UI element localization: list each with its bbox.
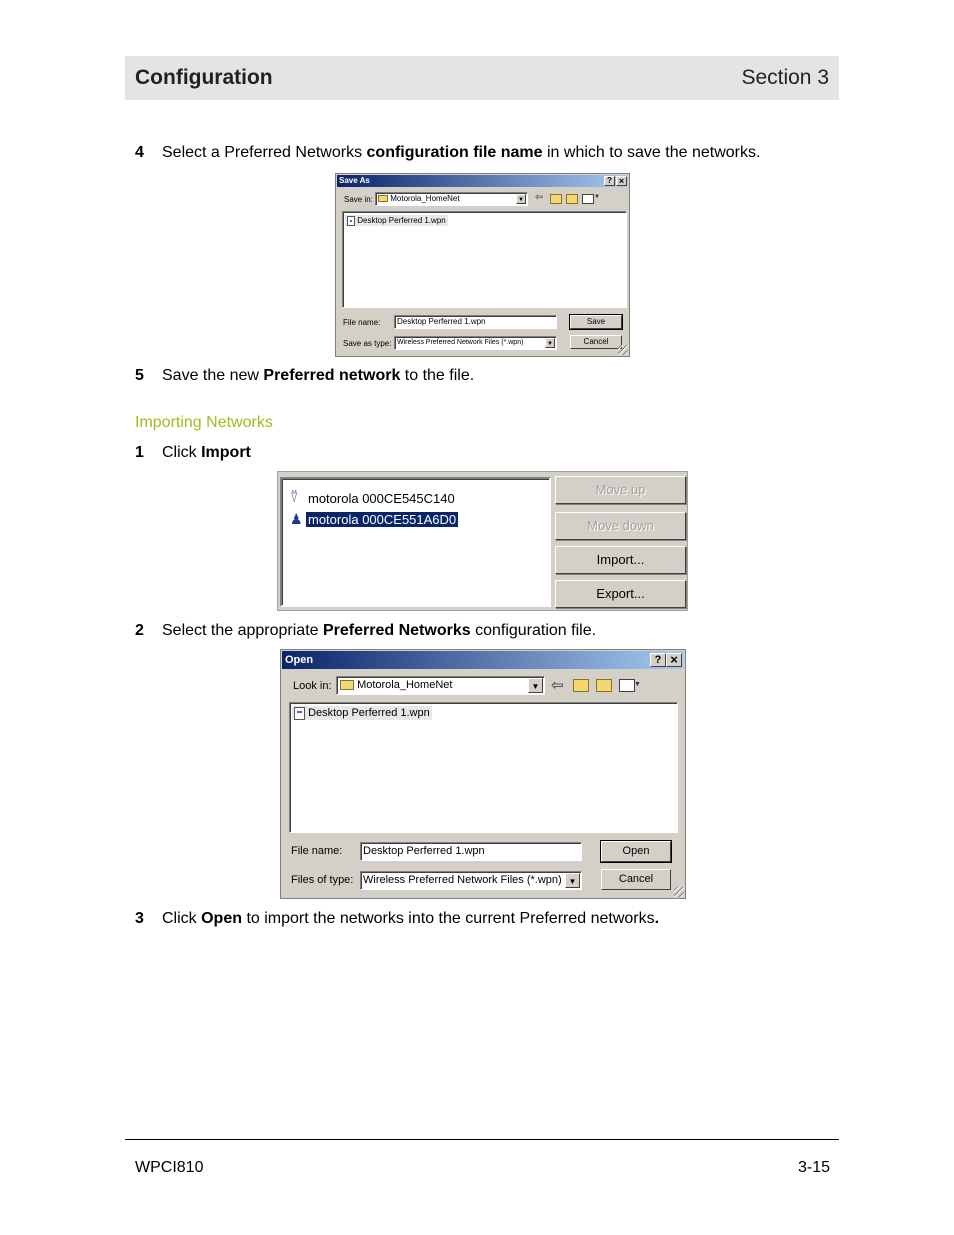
step-4 <box>135 143 760 163</box>
page-header <box>125 56 839 100</box>
preferred-networks-list[interactable] <box>280 477 551 607</box>
preferred-networks-panel <box>277 471 688 611</box>
up-folder-icon[interactable] <box>573 679 589 692</box>
step-bold: Preferred Networks <box>323 622 471 639</box>
step-bold: Import <box>201 444 251 461</box>
view-menu-icon[interactable] <box>619 679 635 692</box>
antenna-icon: ⍢ <box>290 489 299 505</box>
file-icon <box>294 707 305 720</box>
step-bold: Open <box>201 910 242 927</box>
look-in-value: Motorola_HomeNet <box>357 679 453 691</box>
step-number: 3 <box>135 910 144 927</box>
files-of-type-select[interactable] <box>360 871 582 890</box>
chevron-down-icon[interactable]: ▼ <box>528 678 543 693</box>
file-item[interactable] <box>345 215 448 226</box>
export-button[interactable]: Export... <box>555 580 686 608</box>
dialog-title: Open <box>285 654 314 666</box>
footer-product: WPCI810 <box>135 1159 204 1176</box>
files-of-type-label: Files of type: <box>291 874 354 886</box>
look-in-label: Look in: <box>293 680 332 692</box>
folder-icon <box>378 195 388 202</box>
step-number: 2 <box>135 622 144 639</box>
importing-networks-heading: Importing Networks <box>135 414 273 431</box>
up-folder-icon[interactable] <box>550 194 562 204</box>
close-button[interactable]: × <box>616 176 627 186</box>
step-text: Select the appropriate <box>162 622 323 639</box>
resize-grip[interactable] <box>674 887 684 897</box>
save-as-titlebar <box>337 175 628 187</box>
import-button[interactable]: Import... <box>555 546 686 574</box>
chevron-down-icon[interactable]: ▼ <box>516 194 526 204</box>
footer-page-number: 3-15 <box>797 1159 830 1176</box>
help-button[interactable]: ? <box>650 653 666 667</box>
files-of-type-value: Wireless Preferred Network Files (*.wpn) <box>363 874 562 886</box>
open-file-list[interactable] <box>289 702 678 833</box>
step-bold: configuration file name <box>366 144 543 161</box>
cancel-button[interactable]: Cancel <box>570 335 622 349</box>
cancel-button[interactable]: Cancel <box>601 869 671 890</box>
import-step-1 <box>135 443 251 463</box>
save-as-type-label: Save as type: <box>343 339 392 348</box>
network-item-selected[interactable]: motorola 000CE551A6D0 <box>308 512 457 527</box>
new-folder-icon[interactable] <box>566 194 578 204</box>
file-icon <box>347 216 355 226</box>
step-bold: Preferred network <box>263 367 401 384</box>
step-number: 4 <box>135 144 144 161</box>
save-in-label: Save in: <box>344 195 373 204</box>
dialog-title: Save As <box>339 176 370 185</box>
close-button[interactable]: × <box>666 653 682 667</box>
step-5 <box>135 366 474 386</box>
move-down-button[interactable]: Move down <box>555 512 686 540</box>
file-name-input[interactable]: Desktop Perferred 1.wpn <box>360 842 582 861</box>
file-name-label: File name: <box>343 318 381 327</box>
file-name-label: File name: <box>291 845 343 857</box>
save-in-select[interactable] <box>375 192 528 206</box>
step-text: configuration file. <box>470 622 597 639</box>
footer-rule <box>125 1139 839 1140</box>
save-in-value: Motorola_HomeNet <box>390 194 460 203</box>
folder-icon <box>340 680 354 690</box>
file-item-label: Desktop Perferred 1.wpn <box>357 216 446 225</box>
step-text: in which to save the networks. <box>542 144 761 161</box>
open-button[interactable]: Open <box>601 841 671 862</box>
step-number: 5 <box>135 367 144 384</box>
chevron-down-icon[interactable]: ▼ <box>565 873 580 888</box>
save-as-dialog <box>335 173 630 357</box>
open-titlebar <box>282 651 684 669</box>
resize-grip[interactable] <box>618 345 628 355</box>
header-title: Configuration <box>135 66 273 89</box>
help-button[interactable]: ? <box>604 176 615 186</box>
save-as-type-select[interactable] <box>394 336 557 350</box>
step-text: to import the networks into the current Preferred networks <box>242 910 655 927</box>
chevron-down-icon[interactable]: ▼ <box>545 338 555 348</box>
back-arrow-icon[interactable]: ⇦ <box>535 192 544 203</box>
step-number: 1 <box>135 444 144 461</box>
step-text: Save the new <box>162 367 264 384</box>
open-dialog <box>280 649 686 899</box>
step-text: Select a Preferred Networks <box>162 144 367 161</box>
import-step-2 <box>135 621 596 641</box>
step-text: to the file. <box>400 367 475 384</box>
network-item[interactable]: motorola 000CE545C140 <box>308 491 455 506</box>
save-as-type-value: Wireless Preferred Network Files (*.wpn) <box>397 339 524 346</box>
save-file-list[interactable] <box>342 211 627 308</box>
adhoc-icon: ♟ <box>290 511 303 527</box>
step-bold: . <box>654 910 660 927</box>
view-menu-icon[interactable] <box>582 194 594 204</box>
move-up-button[interactable]: Move up <box>555 476 686 504</box>
file-item[interactable] <box>292 706 432 720</box>
view-chevron-icon[interactable]: ▼ <box>634 681 641 688</box>
step-text: Click <box>162 910 202 927</box>
file-name-input[interactable]: Desktop Perferred 1.wpn <box>394 315 557 329</box>
look-in-select[interactable] <box>336 676 545 695</box>
file-item-label: Desktop Perferred 1.wpn <box>308 707 430 719</box>
view-chevron-icon[interactable]: ▼ <box>594 194 600 200</box>
save-button[interactable]: Save <box>570 315 622 329</box>
new-folder-icon[interactable] <box>596 679 612 692</box>
header-section: Section 3 <box>741 66 829 89</box>
back-arrow-icon[interactable]: ⇦ <box>551 677 564 694</box>
step-text: Click <box>162 444 202 461</box>
import-step-3 <box>135 909 659 929</box>
